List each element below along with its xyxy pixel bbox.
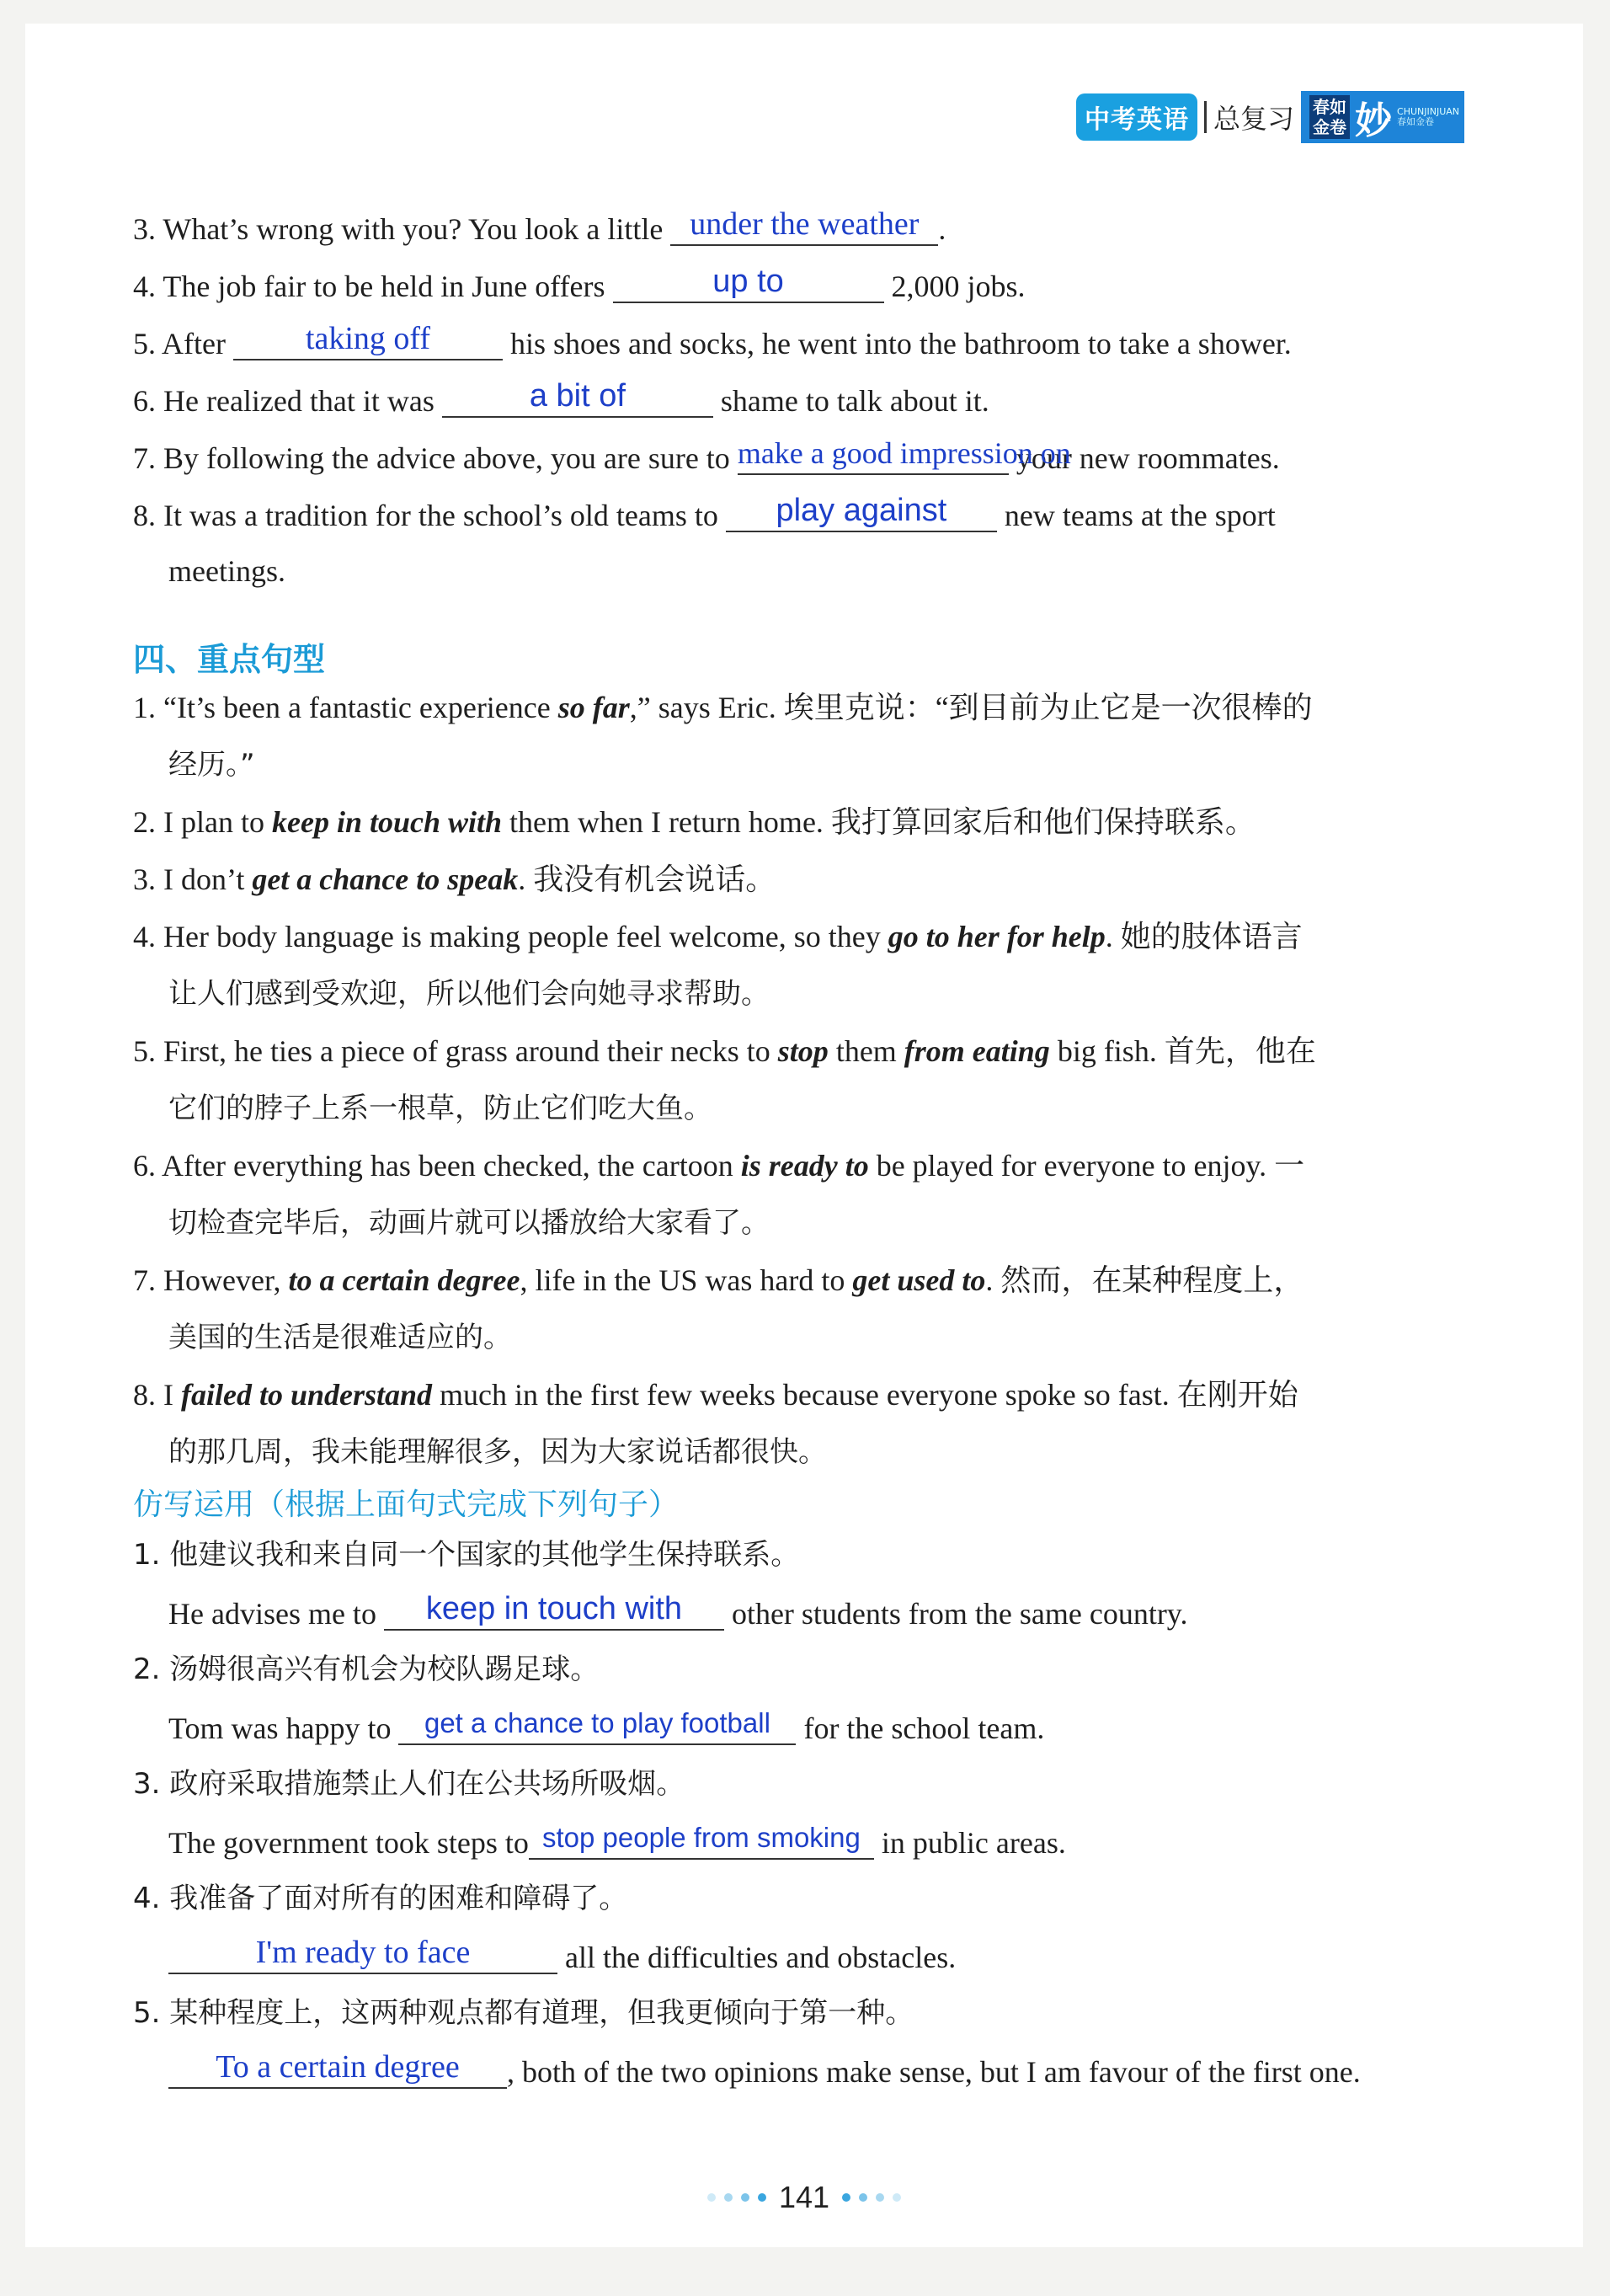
answer-blank[interactable]: keep in touch with bbox=[384, 1595, 724, 1631]
answer-blank[interactable]: make a good impression on bbox=[738, 440, 1009, 475]
sentence-text: . 她的肢体语言 bbox=[1105, 920, 1303, 953]
answer-blank[interactable]: taking off bbox=[233, 325, 503, 360]
sentence-number: 7. bbox=[133, 1263, 156, 1297]
sentence-4 bbox=[133, 920, 1303, 953]
footer-dot bbox=[707, 2193, 716, 2202]
sentence-number: 5. bbox=[133, 1034, 156, 1068]
key-phrase: failed to understand bbox=[181, 1378, 433, 1412]
answer-blank[interactable]: up to bbox=[613, 268, 884, 303]
sentence-8-cont: 的那几周，我未能理解很多，因为大家说话都很快。 bbox=[168, 1435, 827, 1469]
sentence-8 bbox=[133, 1378, 1298, 1412]
exercise-5-en: To a certain degree , both of the two opinions make sense, but I am favour of the first one. bbox=[168, 2053, 1361, 2089]
sentence-text: I don’t bbox=[163, 862, 253, 896]
sentence-4-cont: 让人们感到受欢迎，所以他们会向她寻求帮助。 bbox=[168, 977, 770, 1011]
brand-line-2: 金卷 bbox=[1313, 117, 1347, 137]
sentence-7-cont: 美国的生活是很难适应的。 bbox=[168, 1321, 512, 1354]
sentence-text: I plan to bbox=[163, 805, 272, 839]
sentence-number: 3. bbox=[133, 862, 156, 896]
sentence-number: 4. bbox=[133, 920, 156, 953]
exercise-3-cn: 3. 政府采取措施禁止人们在公共场所吸烟。 bbox=[133, 1767, 685, 1801]
key-phrase: keep in touch with bbox=[271, 805, 503, 839]
footer-dot bbox=[842, 2193, 850, 2202]
key-phrase: go to her for help bbox=[888, 920, 1106, 953]
key-phrase: is ready to bbox=[740, 1149, 869, 1183]
exercise-4-en: I'm ready to face all the difficulties and obstacles. bbox=[168, 1939, 956, 1974]
sentence-number: 8. bbox=[133, 1378, 156, 1412]
answer-blank[interactable]: under the weather bbox=[670, 211, 938, 246]
footer-dot bbox=[758, 2193, 766, 2202]
footer-dot bbox=[893, 2193, 901, 2202]
phrase-8-cont: meetings. bbox=[168, 554, 285, 588]
phrase-4: 4. The job fair to be held in June offers up to 2,000 jobs. bbox=[133, 264, 1026, 303]
sentence-1-cont: 经历。” bbox=[168, 748, 255, 782]
sentence-text: ,” says Eric. 埃里克说：“到目前为止它是一次很棒的 bbox=[629, 691, 1313, 724]
header-divider bbox=[1204, 101, 1207, 133]
sentence-text: . 我没有机会说话。 bbox=[518, 862, 776, 896]
sentence-1 bbox=[133, 691, 1313, 724]
sentence-text: Her body language is making people feel welcome, so they bbox=[163, 920, 888, 953]
sentence-2 bbox=[133, 805, 1255, 839]
header-logo bbox=[1076, 89, 1487, 145]
sentence-5 bbox=[133, 1034, 1316, 1068]
sentence-text: much in the first few weeks because everyone spoke so fast. 在刚开始 bbox=[432, 1378, 1298, 1412]
phrase-3: 3. What’s wrong with you? You look a little under the weather . bbox=[133, 206, 946, 246]
answer-blank[interactable]: get a chance to play football bbox=[398, 1710, 796, 1745]
key-phrase: so far bbox=[557, 691, 630, 724]
key-phrase: to a certain degree bbox=[288, 1263, 520, 1297]
page-footer bbox=[25, 2180, 1583, 2215]
footer-dot bbox=[741, 2193, 749, 2202]
sentence-3 bbox=[133, 862, 776, 896]
sentence-6-cont: 切检查完毕后，动画片就可以播放给大家看了。 bbox=[168, 1206, 770, 1240]
sentence-text: First, he ties a piece of grass around their necks to bbox=[163, 1034, 778, 1068]
exercise-1-cn: 1. 他建议我和来自同一个国家的其他学生保持联系。 bbox=[133, 1538, 800, 1572]
sentence-number: 1. bbox=[133, 691, 156, 724]
phrase-5: 5. After taking off his shoes and socks, he went into the bathroom to take a shower. bbox=[133, 321, 1292, 360]
sentence-text: them bbox=[828, 1034, 904, 1068]
footer-dot bbox=[859, 2193, 867, 2202]
header-title: 总复习 bbox=[1213, 103, 1295, 135]
brand-small-text: CHUNJINJUAN 春如金卷 bbox=[1397, 106, 1460, 127]
exercise-2-en: Tom was happy to get a chance to play football for the school team. bbox=[168, 1707, 1045, 1745]
sentence-6 bbox=[133, 1149, 1304, 1183]
sentence-7 bbox=[133, 1263, 1303, 1297]
page bbox=[25, 24, 1583, 2247]
answer-blank[interactable]: play against bbox=[726, 497, 997, 532]
answer-blank[interactable]: a bit of bbox=[442, 382, 713, 418]
answer-blank[interactable]: To a certain degree bbox=[168, 2053, 507, 2089]
section-title: 四、重点句型 bbox=[133, 641, 326, 678]
sentence-text: However, bbox=[163, 1263, 289, 1297]
exercise-2-cn: 2. 汤姆很高兴有机会为校队踢足球。 bbox=[133, 1653, 600, 1686]
key-phrase: get a chance to speak bbox=[252, 862, 519, 896]
answer-blank[interactable]: stop people from smoking bbox=[529, 1824, 874, 1860]
exercise-1-en: He advises me to keep in touch with other students from the same country. bbox=[168, 1591, 1188, 1631]
sentence-text: be played for everyone to enjoy. 一 bbox=[868, 1149, 1305, 1183]
footer-dot bbox=[876, 2193, 884, 2202]
exercise-5-cn: 5. 某种程度上，这两种观点都有道理，但我更倾向于第一种。 bbox=[133, 1996, 914, 2030]
sentence-text: big fish. 首先，他在 bbox=[1049, 1034, 1316, 1068]
answer-blank[interactable]: I'm ready to face bbox=[168, 1939, 557, 1974]
sentence-text: . 然而，在某种程度上， bbox=[985, 1263, 1304, 1297]
phrase-6: 6. He realized that it was a bit of shame to talk about it. bbox=[133, 378, 989, 418]
brand-logo bbox=[1301, 91, 1464, 143]
brand-line-1: 春如 bbox=[1313, 97, 1347, 117]
sentence-number: 6. bbox=[133, 1149, 156, 1183]
key-phrase: stop bbox=[777, 1034, 829, 1068]
page-number: 141 bbox=[778, 2180, 830, 2214]
footer-dot bbox=[724, 2193, 733, 2202]
key-phrase: get used to bbox=[852, 1263, 986, 1297]
sentence-text: After everything has been checked, the cartoon bbox=[162, 1149, 741, 1183]
sentence-text: , life in the US was hard to bbox=[520, 1263, 853, 1297]
sentence-5-cont: 它们的脖子上系一根草，防止它们吃大鱼。 bbox=[168, 1092, 712, 1125]
sentence-text: them when I return home. 我打算回家后和他们保持联系。 bbox=[502, 805, 1255, 839]
exercise-3-en: The government took steps to stop people from smoking in public areas. bbox=[168, 1822, 1066, 1860]
key-phrase: from eating bbox=[904, 1034, 1050, 1068]
subsection-title: 仿写运用（根据上面句式完成下列句子） bbox=[133, 1487, 680, 1522]
exercise-4-cn: 4. 我准备了面对所有的困难和障碍了。 bbox=[133, 1882, 628, 1915]
sentence-text: I bbox=[163, 1378, 181, 1412]
phrase-8: 8. It was a tradition for the school’s old teams to play against new teams at the sport bbox=[133, 493, 1276, 532]
header-badge: 中考英语 bbox=[1076, 93, 1197, 141]
sentence-number: 2. bbox=[133, 805, 156, 839]
phrase-7: 7. By following the advice above, you are sure to make a good impression on your new roommates. bbox=[133, 436, 1280, 475]
brand-big-char: 妙 bbox=[1355, 99, 1393, 142]
sentence-text: “It’s been a fantastic experience bbox=[163, 691, 558, 724]
